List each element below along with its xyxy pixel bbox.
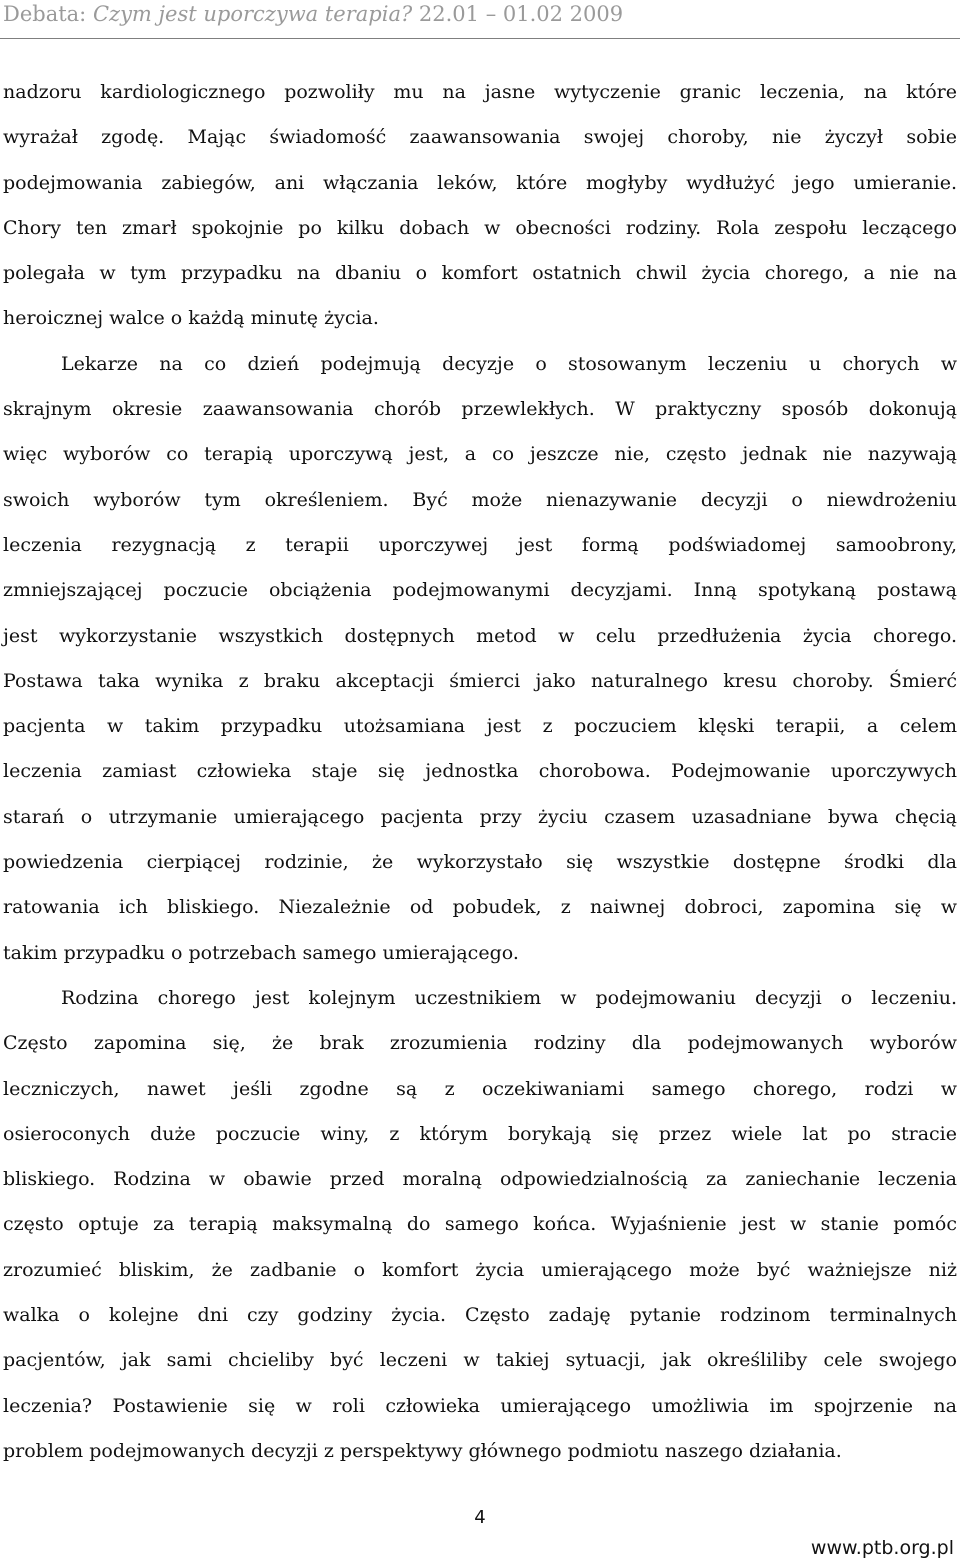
text-line: skrajnym okresie zaawansowania chorób przewlekłych. W praktyczny sposób dokonują [3,398,957,421]
text-line: osieroconych duże poczucie winy, z którym borykają się przez wiele lat po stracie [3,1122,957,1145]
text-line: pacjentów, jak sami chcieliby być leczeni w takiej sytuacji, jak określiliby cele swojego [3,1349,957,1372]
header-title-prefix: Debata: [3,2,93,26]
footer-url: www.ptb.org.pl [810,1537,954,1559]
text-line: jest wykorzystanie wszystkich dostępnych metod w celu przedłużenia życia chorego. [3,624,957,647]
text-line: zrozumieć bliskim, że zadbanie o komfort życia umierającego może być ważniejsze niż [3,1258,957,1281]
text-line: powiedzenia cierpiącej rodzinie, że wykorzystało się wszystkie dostępne środki dla [3,851,957,874]
text-line: Rodzina chorego jest kolejnym uczestnikiem w podejmowaniu decyzji o leczeniu. [61,986,957,1009]
text-line: Lekarze na co dzień podejmują decyzje o stosowanym leczeniu u chorych w [61,352,957,375]
text-line: leczniczych, nawet jeśli zgodne są z oczekiwaniami samego chorego, rodzi w [3,1077,957,1100]
text-line: walka o kolejne dni czy godziny życia. Często zadaję pytanie rodzinom terminalnych [3,1304,957,1327]
text-line: bliskiego. Rodzina w obawie przed moralną odpowiedzialnością za zaniechanie leczenia [3,1168,957,1191]
text-line: ratowania ich bliskiego. Niezależnie od pobudek, z naiwnej dobroci, zapomina się w [3,896,957,919]
text-line: nadzoru kardiologicznego pozwoliły mu na jasne wytyczenie granic leczenia, na które [3,81,957,103]
text-line: polegała w tym przypadku na dbaniu o komfort ostatnich chwil życia chorego, a nie na [3,262,957,285]
header-title [3,2,623,26]
text-line: leczenia zamiast człowieka staje się jednostka chorobowa. Podejmowanie uporczywych [3,760,957,783]
header-title-dates: 22.01 – 01.02 2009 [412,2,624,26]
text-line: starań o utrzymanie umierającego pacjenta przy życiu czasem uzasadniane bywa chęcią [3,805,957,828]
document-body [3,70,957,1474]
text-line: wyrażał zgodę. Mając świadomość zaawansowania swojej choroby, nie życzył sobie [3,126,957,149]
text-line: swoich wyborów tym określeniem. Być może nienazywanie decyzji o niewdrożeniu [3,488,957,511]
text-line: zmniejszającej poczucie obciążenia podejmowanymi decyzjami. Inną spotykaną postawą [3,579,957,602]
page-number: 4 [474,1507,486,1528]
text-line: Chory ten zmarł spokojnie po kilku dobach w obecności rodziny. Rola zespołu leczącego [3,216,957,239]
text-line: leczenia? Postawienie się w roli człowieka umierającego umożliwia im spojrzenie na [3,1394,957,1417]
page-header [0,0,960,39]
text-line: podejmowania zabiegów, ani włączania leków, które mogłyby wydłużyć jego umieranie. [3,171,957,194]
text-line: często optuje za terapią maksymalną do samego końca. Wyjaśnienie jest w stanie pomóc [3,1213,957,1236]
text-line: problem podejmowanych decyzji z perspektywy głównego podmiotu naszego działania. [3,1439,842,1462]
text-line: leczenia rezygnacją z terapii uporczywej jest formą podświadomej samoobrony, [3,533,957,556]
text-line: Postawa taka wynika z braku akceptacji śmierci jako naturalnego kresu choroby. Śmierć [3,669,957,692]
text-line: więc wyborów co terapią uporczywą jest, a co jeszcze nie, często jednak nie nazywają [3,443,957,466]
text-line: takim przypadku o potrzebach samego umierającego. [3,941,519,964]
text-line: pacjenta w takim przypadku utożsamiana jest z poczuciem klęski terapii, a celem [3,715,957,738]
text-line: heroicznej walce o każdą minutę życia. [3,307,379,330]
text-line: Często zapomina się, że brak zrozumienia rodziny dla podejmowanych wyborów [3,1032,957,1055]
header-title-italic: Czym jest uporczywa terapia? [92,2,413,26]
